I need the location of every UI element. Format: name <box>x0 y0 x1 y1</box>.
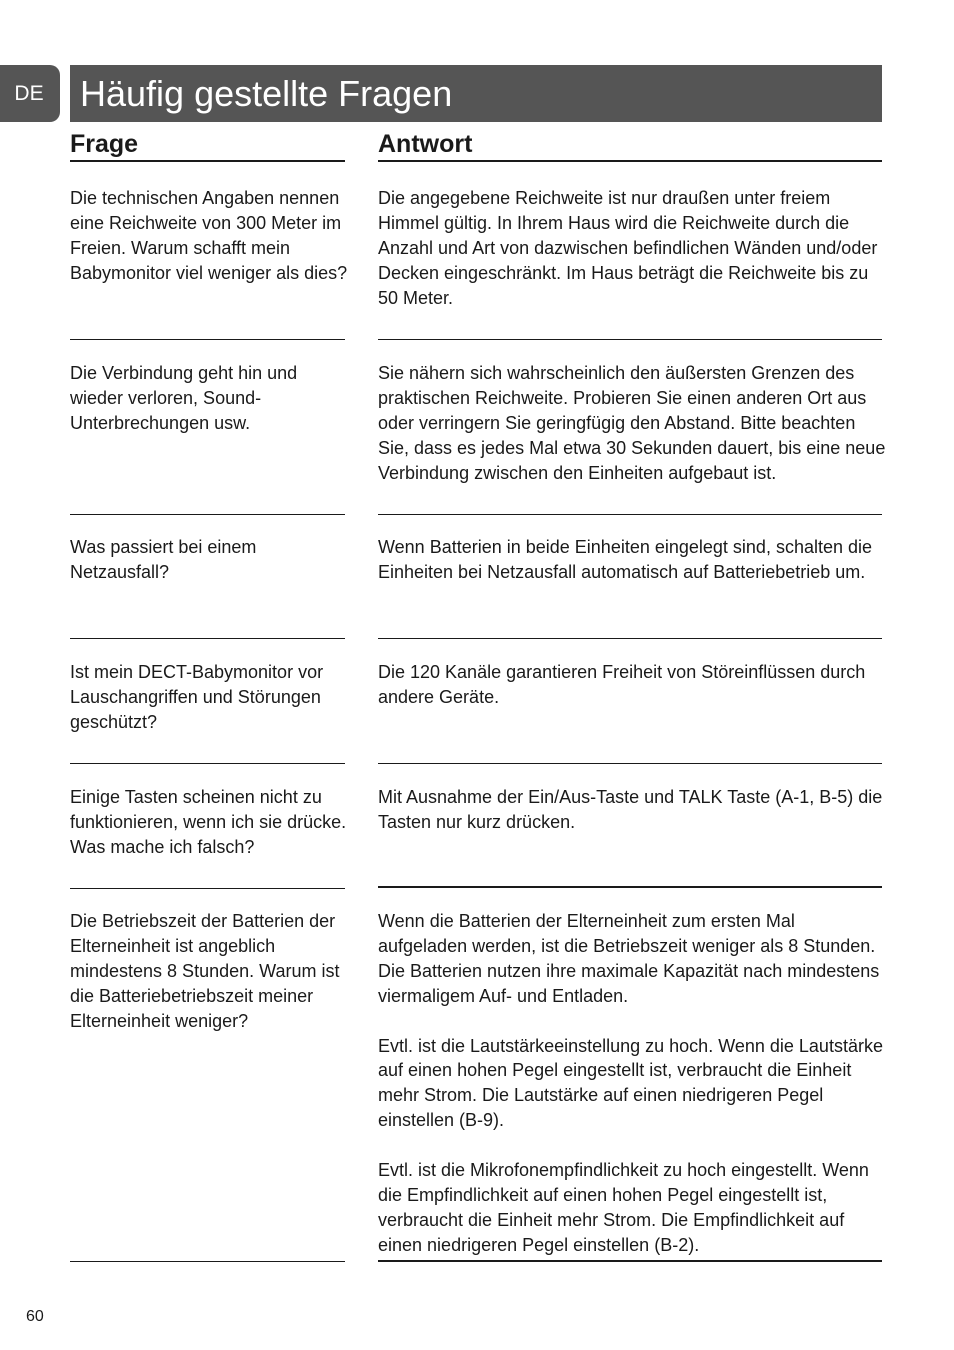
faq-answer-2 <box>378 361 888 486</box>
page-number: 60 <box>26 1308 44 1325</box>
row-divider <box>70 514 345 515</box>
row-divider <box>378 339 882 340</box>
faq-answer-5 <box>378 785 888 835</box>
row-divider <box>378 763 882 764</box>
faq-answer-4-paragraph: Die 120 Kanäle garantieren Freiheit von Störeinflüssen durch andere Geräte. <box>378 662 866 707</box>
faq-question-2: Die Verbindung geht hin und wieder verloren, Sound-Unterbrechungen usw. <box>70 363 298 433</box>
faq-answer-4 <box>378 660 888 710</box>
faq-answer-3-paragraph: Wenn Batterien in beide Einheiten eingelegt sind, schalten die Einheiten bei Netzausfall automatisch auf Batteriebetrieb um. <box>378 537 873 582</box>
row-divider <box>70 638 345 639</box>
language-tab: DE <box>0 65 60 122</box>
page-title: Häufig gestellte Fragen <box>80 73 453 114</box>
faq-answer-1-paragraph: Die angegebene Reichweite ist nur draußen unter freiem Himmel gültig. In Ihrem Haus wird die Reichweite durch die Anzahl und Art von dazwischen befindlichen Wänden und/oder Decken eingeschränkt. Im Haus beträgt die Reichweite bis zu 50 Meter. <box>378 188 878 308</box>
faq-question-3: Was passiert bei einem Netzausfall? <box>70 537 257 582</box>
faq-answer-3 <box>378 535 888 585</box>
faq-question-1: Die technischen Angaben nennen eine Reichweite von 300 Meter im Freien. Warum schafft mein Babymonitor viel weniger als dies? <box>70 188 348 283</box>
faq-answer-6-paragraph-3: Evtl. ist die Mikrofonempfindlichkeit zu hoch eingestellt. Wenn die Empfindlichkeit auf einen hohen Pegel eingestellt ist, verbraucht die Einheit mehr Strom. Die Empfindlichkeit auf einen niedrigeren Pegel einstellen (B-2). <box>378 1160 869 1255</box>
row-divider <box>378 1260 882 1262</box>
faq-question-5: Einige Tasten scheinen nicht zu funktionieren, wenn ich sie drücke. Was mache ich falsch? <box>70 787 347 857</box>
column-header-question: Frage <box>70 127 345 162</box>
row-divider <box>378 638 882 639</box>
row-divider <box>70 888 345 889</box>
row-divider <box>70 1261 345 1262</box>
faq-answer-6-paragraph-2: Evtl. ist die Lautstärkeeinstellung zu hoch. Wenn die Lautstärke auf einen hohen Pegel eingestellt ist, verbraucht die Einheit mehr Strom. Die Lautstärke auf einen niedrigeren Pegel einstellen (B-9). <box>378 1035 883 1131</box>
faq-answer-6-paragraph-1: Wenn die Batterien der Elterneinheit zum ersten Mal aufgeladen werden, ist die Betriebszeit weniger als 8 Stunden. Die Batterien nutzen ihre maximale Kapazität nach mindestens viermaligem Auf- und Entladen. <box>378 911 880 1006</box>
faq-answer-1 <box>378 186 888 311</box>
column-header-answer: Antwort <box>378 127 882 162</box>
faq-answer-2-paragraph: Sie nähern sich wahrscheinlich den äußersten Grenzen des praktischen Reichweite. Probieren Sie einen anderen Ort aus oder verringern Sie geringfügig den Abstand. Bitte beachten Sie, dass es jedes Mal etwa 30 Sekunden dauert, bis eine neue Verbindung zwischen den Einheiten aufgebaut ist. <box>378 363 886 483</box>
faq-answer-6 <box>378 909 888 1258</box>
row-divider <box>378 886 882 888</box>
faq-question-4: Ist mein DECT-Babymonitor vor Lauschangriffen und Störungen geschützt? <box>70 662 324 732</box>
row-divider <box>378 514 882 515</box>
title-bar <box>70 65 882 122</box>
row-divider <box>70 763 345 764</box>
faq-answer-5-paragraph: Mit Ausnahme der Ein/Aus-Taste und TALK Taste (A-1, B-5) die Tasten nur kurz drücken. <box>378 787 883 832</box>
row-divider <box>70 339 345 340</box>
faq-question-6: Die Betriebszeit der Batterien der Elterneinheit ist angeblich mindestens 8 Stunden. Warum ist die Batteriebetriebszeit meiner Elterneinheit weniger? <box>70 911 340 1031</box>
